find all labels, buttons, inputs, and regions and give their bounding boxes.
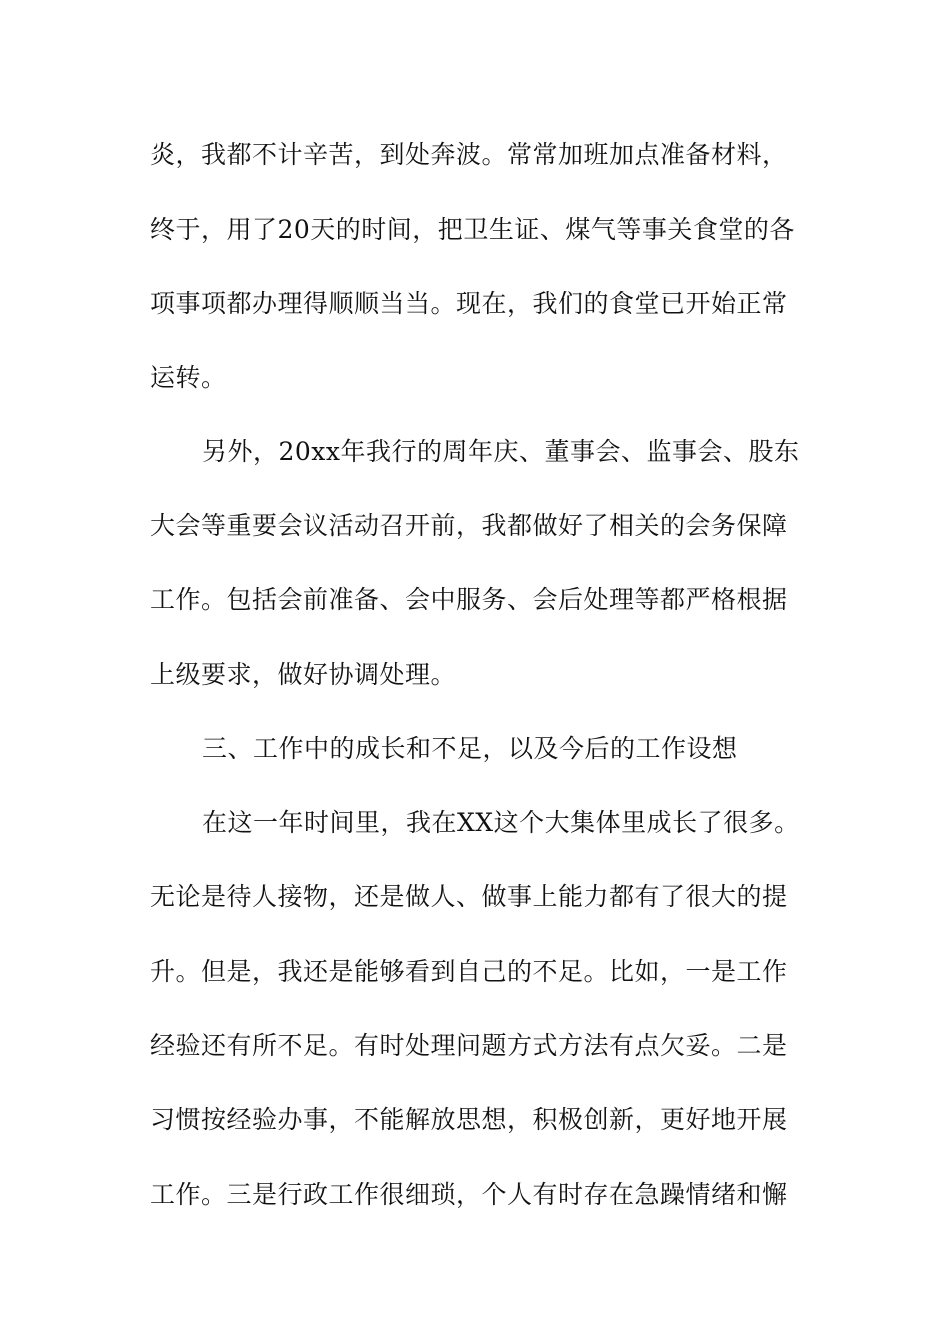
text-line-8: 上级要求，做好协调处理。 bbox=[150, 660, 457, 689]
text-line-4: 运转。 bbox=[150, 363, 227, 392]
text-line-3: 项事项都办理得顺顺当当。现在，我们的食堂已开始正常 bbox=[150, 289, 788, 318]
section-heading: 三、工作中的成长和不足，以及今后的工作设想 bbox=[202, 734, 738, 763]
text-line-12: 升。但是，我还是能够看到自己的不足。比如，一是工作 bbox=[150, 957, 788, 986]
text-line-7: 工作。包括会前准备、会中服务、会后处理等都严格根据 bbox=[150, 585, 788, 614]
text-line-6: 大会等重要会议活动召开前，我都做好了相关的会务保障 bbox=[150, 511, 788, 540]
text-line-11: 无论是待人接物，还是做人、做事上能力都有了很大的提 bbox=[150, 882, 788, 911]
text-line-10: 在这一年时间里，我在XX这个大集体里成长了很多。 bbox=[202, 808, 800, 837]
text-line-14: 习惯按经验办事，不能解放思想，积极创新，更好地开展 bbox=[150, 1105, 788, 1134]
text-line-2: 终于，用了20天的时间，把卫生证、煤气等事关食堂的各 bbox=[150, 215, 795, 244]
text-line-15: 工作。三是行政工作很细琐，个人有时存在急躁情绪和懈 bbox=[150, 1180, 788, 1209]
text-line-5: 另外，20xx年我行的周年庆、董事会、监事会、股东 bbox=[202, 437, 800, 466]
text-line-1: 炎，我都不计辛苦，到处奔波。常常加班加点准备材料， bbox=[150, 140, 788, 169]
text-line-13: 经验还有所不足。有时处理问题方式方法有点欠妥。二是 bbox=[150, 1031, 788, 1060]
